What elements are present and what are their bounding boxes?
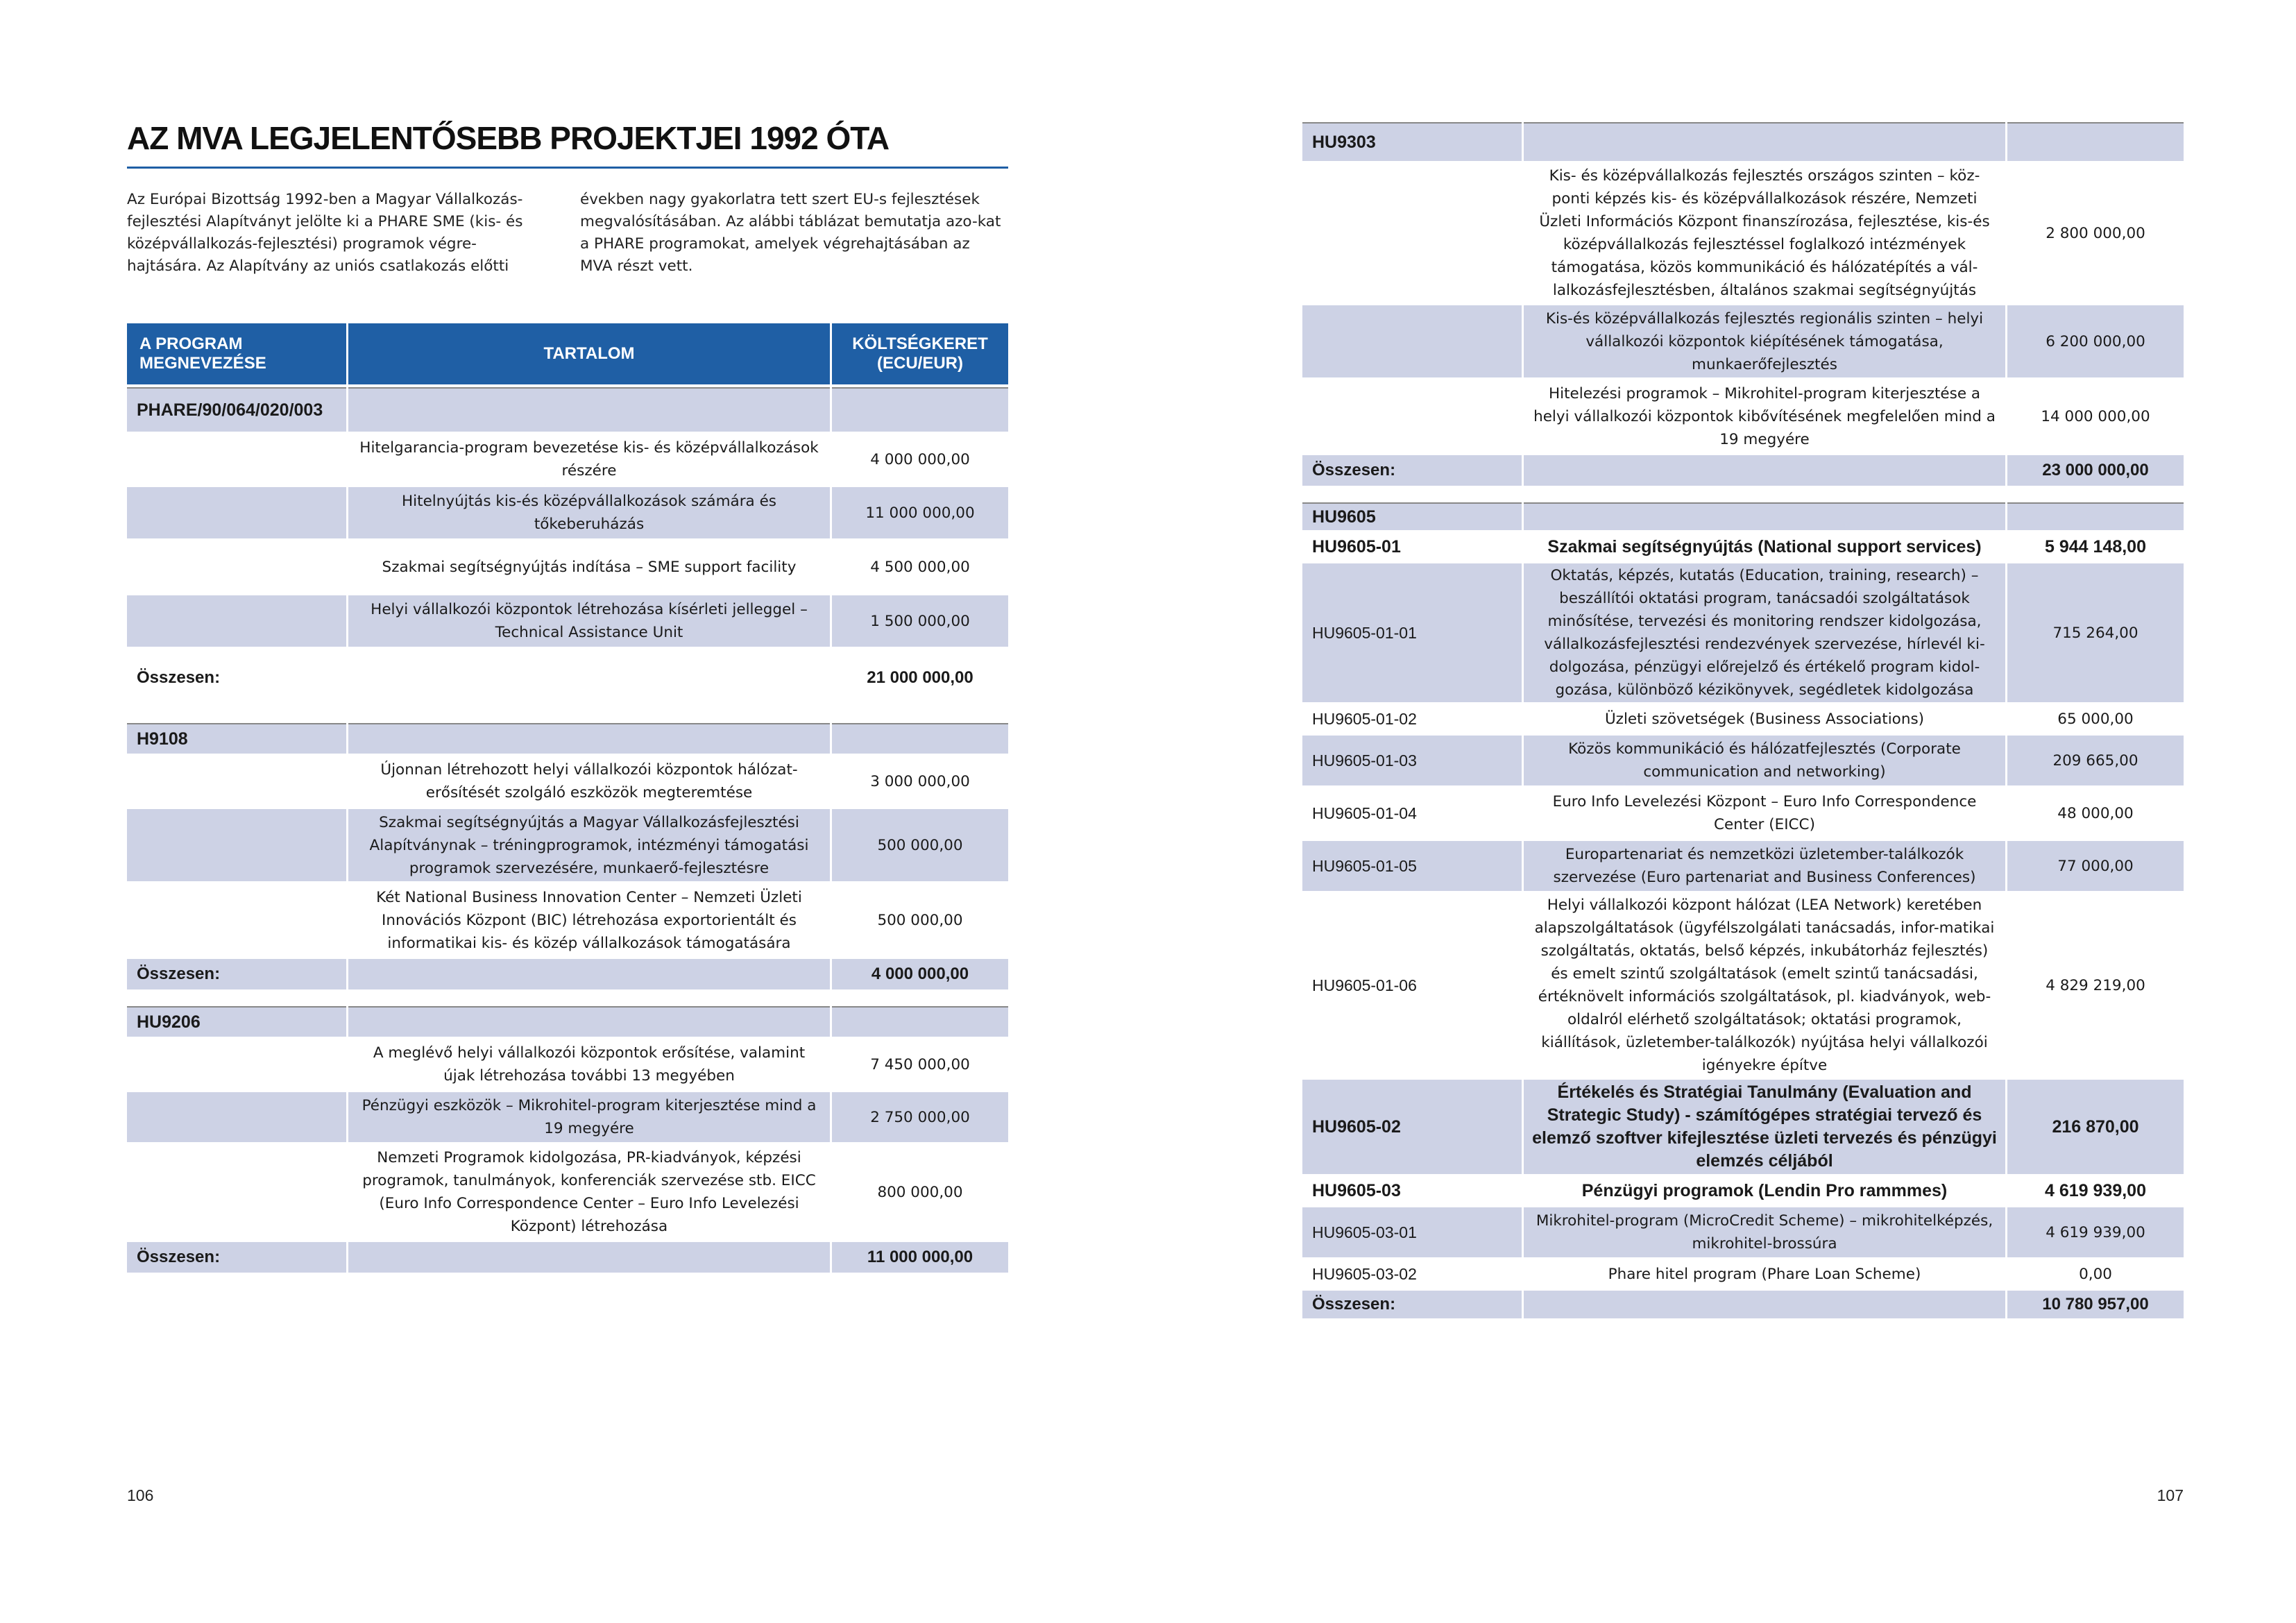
content-cell: Hitelezési programok – Mikrohitel-program kiterjesztése a helyi vállalkozói központok kibővítésének megfelelően mind a 19 megyére [1533, 384, 1996, 448]
program-code-cell: HU9605-01-05 [1302, 841, 1522, 891]
table-row [127, 1039, 1008, 1089]
table-row [1302, 305, 2184, 377]
content-cell [348, 649, 830, 706]
content-cell: Üzleti szövetségek (Business Associations) [1604, 710, 1925, 728]
program-code-cell: Összesen: [1302, 1291, 1522, 1318]
content-cell: Mikrohitel-program (MicroCredit Scheme) – mikrohitelképzés, mikrohitel-brossúra [1524, 1207, 2005, 1257]
program-code-cell [127, 487, 346, 538]
program-code-cell: HU9605-01-03 [1302, 736, 1522, 785]
table-total-row [127, 959, 1008, 989]
content-cell: Közös kommunikáció és hálózatfejlesztés (Corporate communication and networking) [1524, 736, 2005, 785]
table-spacer [127, 709, 1008, 720]
table-row [1302, 841, 2184, 891]
budget-cell: 14 000 000,00 [2041, 407, 2150, 425]
header-budget: KÖLTSÉGKERET (ECU/EUR) [832, 323, 1008, 384]
budget-cell: 6 200 000,00 [2007, 305, 2184, 377]
program-code-cell [1302, 164, 1522, 303]
table-row [1302, 1080, 2184, 1174]
program-code-cell: HU9605-01-01 [1302, 563, 1522, 702]
table-row [127, 756, 1008, 806]
table-row [127, 487, 1008, 538]
table-program-row [127, 723, 1008, 754]
budget-cell [2007, 122, 2184, 161]
budget-cell: 4 000 000,00 [832, 959, 1008, 989]
budget-cell: 0,00 [2079, 1265, 2112, 1283]
content-cell: Helyi vállalkozói központok létrehozása kísérleti jelleggel – Technical Assistance Unit [348, 595, 830, 647]
table-row [127, 1092, 1008, 1142]
table-row [1302, 164, 2184, 303]
content-cell: Phare hitel program (Phare Loan Scheme) [1608, 1265, 1921, 1283]
table-row [1302, 563, 2184, 702]
program-code-cell [127, 809, 346, 881]
budget-cell: 209 665,00 [2007, 736, 2184, 785]
table-row [127, 884, 1008, 956]
budget-cell [2007, 502, 2184, 530]
content-cell: Szakmai segítségnyújtás indítása – SME support facility [382, 558, 797, 576]
budget-cell: 500 000,00 [877, 911, 963, 929]
intro-paragraph-col2: években nagy gyakorlatra tett szert EU-s fejlesztések megvalósításában. Az alábbi táblázat bemutatja azo-kat a PHARE programokat, amelyek végrehajtásában az MVA részt vett. [580, 191, 1001, 275]
content-cell: Újonnan létrehozott helyi vállalkozói központok hálózat-erősítését szolgáló eszközök megteremtése [380, 761, 798, 801]
table-spacer [127, 992, 1008, 1003]
program-code-cell: PHARE/90/064/020/003 [127, 387, 346, 432]
spacer-cell [127, 992, 1008, 1003]
budget-cell: 4 619 939,00 [2007, 1207, 2184, 1257]
header-content: TARTALOM [348, 323, 830, 384]
budget-cell: 1 500 000,00 [832, 595, 1008, 647]
table-program-row [1302, 502, 2184, 530]
content-cell [1524, 455, 2005, 486]
budget-cell: 500 000,00 [832, 809, 1008, 881]
budget-cell: 77 000,00 [2007, 841, 2184, 891]
content-cell [348, 723, 830, 754]
content-cell: Europartenariat és nemzetközi üzletember-találkozók szervezése (Euro partenariat and Business Conferences) [1524, 841, 2005, 891]
program-code-cell: HU9605 [1302, 502, 1522, 530]
program-code-cell [127, 595, 346, 647]
table-total-row [127, 649, 1008, 706]
budget-cell: 800 000,00 [877, 1183, 963, 1201]
program-code-cell: Összesen: [137, 668, 221, 687]
program-code-cell: HU9605-01-06 [1312, 976, 1417, 994]
program-code-cell: HU9206 [127, 1006, 346, 1037]
content-cell: Oktatás, képzés, kutatás (Education, training, research) – beszállítói oktatási program, tanácsadói szolgáltatások minősítése, tervezési és monitoring rendszer kidolgozása, vállalkozásfejlesztési rendezvények szervezése, hírlevél ki-dolgozása, pénzügyi előrejelző és értékelő program kidol-gozása, különböző kézikönyvek, segédletek kidolgozása [1524, 563, 2005, 702]
budget-cell: 65 000,00 [2057, 710, 2134, 728]
table-total-row [1302, 1291, 2184, 1318]
spacer-cell [1302, 488, 2184, 500]
budget-cell: 11 000 000,00 [832, 487, 1008, 538]
content-cell: Pénzügyi eszközök – Mikrohitel-program kiterjesztése mind a 19 megyére [348, 1092, 830, 1142]
content-cell [348, 1006, 830, 1037]
content-cell [348, 387, 830, 432]
page-number: 106 [127, 1486, 154, 1504]
program-code-cell: HU9605-03 [1312, 1180, 1401, 1200]
content-cell [1524, 502, 2005, 530]
program-code-cell: HU9605-01 [1312, 536, 1401, 556]
program-code-cell: Összesen: [127, 959, 346, 989]
budget-cell: 23 000 000,00 [2007, 455, 2184, 486]
program-code-cell [1302, 305, 1522, 377]
table-row [127, 541, 1008, 593]
content-cell: Két National Business Innovation Center – Nemzeti Üzleti Innovációs Központ (BIC) létrehozása exportorientált és informatikai kis- és közép vállalkozások támogatására [376, 888, 802, 952]
table-row [1302, 1207, 2184, 1257]
content-cell: Kis- és középvállalkozás fejlesztés országos szinten – köz-ponti képzés kis- és középvállalkozások részére, Nemzeti Üzleti Információs Központ finanszírozása, fejlesztése, kis-és középvállalkozás fejlesztéssel foglalkozó intézmények támogatása, közös kommunikáció és hálózatépítés a vál-lalkozásfejlesztésben, általános szakmai segítségnyújtás [1539, 167, 1990, 299]
budget-cell: 216 870,00 [2007, 1080, 2184, 1174]
content-cell: Szakmai segítségnyújtás (National support services) [1547, 536, 1982, 556]
budget-cell: 10 780 957,00 [2007, 1291, 2184, 1318]
program-code-cell: H9108 [127, 723, 346, 754]
program-code-cell [1302, 380, 1522, 452]
table-row [127, 809, 1008, 881]
content-cell: Hitelnyújtás kis-és középvállalkozások számára és tőkeberuházás [348, 487, 830, 538]
budget-cell: 4 619 939,00 [2045, 1180, 2146, 1200]
budget-cell: 4 000 000,00 [870, 450, 970, 468]
table-row [127, 434, 1008, 484]
program-code-cell [127, 1092, 346, 1142]
content-cell: Értékelés és Stratégiai Tanulmány (Evaluation and Strategic Study) - számítógépes stratégiai tervező és elemző szoftver kifejlesztése üzleti tervezés és pénzügyi elemzés céljából [1524, 1080, 2005, 1174]
table-header-row [127, 323, 1008, 384]
budget-cell: 21 000 000,00 [867, 668, 973, 687]
content-cell [348, 1242, 830, 1273]
program-code-cell: HU9605-01-04 [1312, 804, 1417, 822]
table-program-row [127, 1006, 1008, 1037]
program-code-cell: HU9605-02 [1302, 1080, 1522, 1174]
budget-cell: 3 000 000,00 [870, 772, 970, 790]
page-number: 107 [2157, 1486, 2184, 1504]
content-cell: Nemzeti Programok kidolgozása, PR-kiadványok, képzési programok, tanulmányok, konferenciák szervezése stb. EICC (Euro Info Correspondence Center – Euro Info Levelezési Központ) létrehozása [362, 1149, 816, 1235]
table-row [1302, 705, 2184, 733]
program-code-cell: HU9605-03-02 [1312, 1264, 1417, 1283]
content-cell [1524, 1291, 2005, 1318]
page-title: AZ MVA LEGJELENTŐSEBB PROJEKTJEI 1992 ÓTA [127, 119, 1008, 169]
budget-cell: 2 800 000,00 [2046, 224, 2145, 242]
table-row [1302, 1260, 2184, 1288]
budget-cell [832, 723, 1008, 754]
table-program-row [127, 387, 1008, 432]
content-cell: Kis-és középvállalkozás fejlesztés regionális szinten – helyi vállalkozói központok kiépítésének támogatása, munkaerőfejlesztés [1524, 305, 2005, 377]
program-code-cell: Összesen: [127, 1242, 346, 1273]
budget-cell [832, 1006, 1008, 1037]
program-code-cell [127, 756, 346, 806]
program-code-cell: HU9605-01-02 [1312, 709, 1417, 728]
content-cell [1524, 122, 2005, 161]
budget-cell: 11 000 000,00 [832, 1242, 1008, 1273]
table-spacer [1302, 488, 2184, 500]
table-row [127, 1145, 1008, 1239]
table-total-row [127, 1242, 1008, 1273]
program-code-cell [127, 434, 346, 484]
header-program-name: A PROGRAM MEGNEVEZÉSE [127, 323, 346, 384]
spacer-cell [127, 709, 1008, 720]
table-total-row [1302, 455, 2184, 486]
table-row [127, 595, 1008, 647]
budget-cell: 715 264,00 [2007, 563, 2184, 702]
program-code-cell: Összesen: [1302, 455, 1522, 486]
table-row [1302, 380, 2184, 452]
projects-table-right [1300, 119, 2186, 1321]
budget-cell: 48 000,00 [2057, 804, 2134, 822]
budget-cell: 2 750 000,00 [832, 1092, 1008, 1142]
budget-cell: 7 450 000,00 [870, 1055, 970, 1073]
content-cell: Euro Info Levelezési Központ – Euro Info Correspondence Center (EICC) [1552, 793, 1977, 833]
budget-cell: 5 944 148,00 [2045, 536, 2146, 556]
content-cell: Hitelgarancia-program bevezetése kis- és középvállalkozások részére [359, 439, 819, 479]
content-cell: Pénzügyi programok (Lendin Pro rammmes) [1581, 1180, 1948, 1200]
content-cell: A meglévő helyi vállalkozói központok erősítése, valamint újak létrehozása további 13 megyében [373, 1044, 806, 1085]
content-cell [348, 959, 830, 989]
program-code-cell [127, 1145, 346, 1239]
table-program-row [1302, 122, 2184, 161]
table-row [1302, 894, 2184, 1077]
program-code-cell [127, 1039, 346, 1089]
budget-cell [832, 387, 1008, 432]
table-row [1302, 533, 2184, 561]
program-code-cell [127, 884, 346, 956]
program-code-cell [127, 541, 346, 593]
table-row [1302, 736, 2184, 785]
budget-cell: 4 500 000,00 [870, 558, 970, 576]
budget-cell: 4 829 219,00 [2046, 976, 2145, 994]
table-row [1302, 1177, 2184, 1205]
table-row [1302, 788, 2184, 838]
projects-table-left [125, 321, 1010, 1275]
program-code-cell: HU9605-03-01 [1302, 1207, 1522, 1257]
content-cell: Szakmai segítségnyújtás a Magyar Vállalkozásfejlesztési Alapítványnak – tréningprogramok, intézményi támogatási programok szervezésére, munkaerő-fejlesztésre [348, 809, 830, 881]
intro-paragraph-col1: Az Európai Bizottság 1992-ben a Magyar Vállalkozás-fejlesztési Alapítványt jelölte ki a PHARE SME (kis- és középvállalkozás-fejlesztési) programok végre-hajtására. Az Alapítvány az uniós csatlakozás előtti [127, 191, 523, 275]
content-cell: Helyi vállalkozói központ hálózat (LEA Network) keretében alapszolgáltatások (ügyfélszolgálati tanácsadás, infor-matikai szolgáltatás, oktatás, belső képzés, inkubátorház fejlesztés) és emelt szintű szolgáltatások (emelt szintű tanácsadási, értéknövelt információs szolgáltatások, pl. kiadványok, web-oldalról elérhető szolgáltatások; oktatási programok, kiállítások, üzletember-találkozók) nyújtása helyi vállalkozói igényekre építve [1534, 897, 1995, 1074]
program-code-cell: HU9303 [1302, 122, 1522, 161]
